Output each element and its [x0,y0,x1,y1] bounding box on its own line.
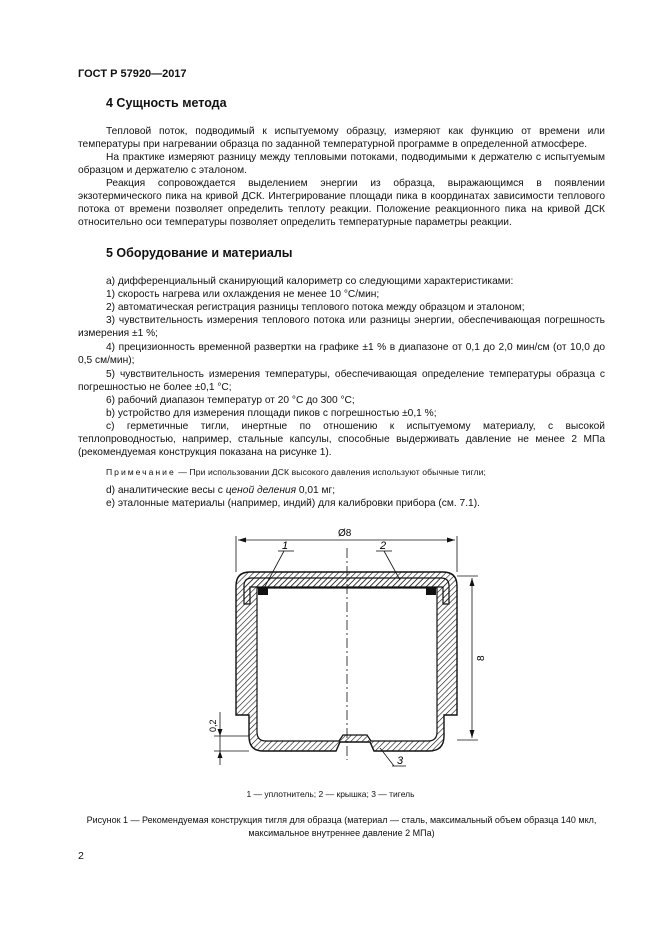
diameter-label: Ø8 [338,528,352,539]
list-item: b) устройство для измерения площади пиков с погрешностью ±0,1 %; [106,408,437,419]
height-label: 8 [476,655,487,661]
callout-2: 2 [380,540,387,552]
list-item: 6) рабочий диапазон температур от 20 °С до 300 °С; [106,395,355,406]
callout-3: 3 [397,755,404,767]
list-item: 2) автоматическая регистрация разницы теплового потока между образцом и эталоном; [106,302,525,313]
callout-1: 1 [282,540,289,552]
section-4-paragraph: На практике измеряют разницу между тепловыми потоками, подводимыми к держателю с испытуемым образцом и держателю с эталоном. [78,152,605,177]
list-item: 3) чувствительность измерения теплового потока или разницы энергии, обеспечивающая погрешность измерения ±1 %; [78,315,605,340]
list-item: 5) чувствительность измерения температуры, обеспечивающая определение температуры образца с погрешностью не более ±0,1 °С; [78,369,605,394]
figure-legend: 1 — уплотнитель; 2 — крышка; 3 — тигель [246,789,415,799]
diameter-dimension [236,536,457,572]
page-number: 2 [78,850,84,862]
section-4-title: 4 Сущность метода [106,96,227,110]
section-5-title: 5 Оборудование и материалы [106,246,293,260]
list-item: а) дифференциальный сканирующий калориметр со следующими характеристиками: [106,276,514,287]
list-item: e) эталонные материалы (например, индий) для калибровки прибора (см. 7.1). [106,498,480,509]
list-item: 1) скорость нагрева или охлаждения не менее 10 °С/мин; [106,289,380,300]
crucible-outline [236,548,457,760]
list-item: c) герметичные тигли, инертные по отношению к испытуемому материалу, с высокой теплопроводностью, например, стальные капсулы, способные выдерживать давление не менее 2 МПа (рекомендуемая конструкция показана на рисунке 1). [78,421,605,459]
list-item: 4) прецизионность временной развертки на графике ±1 % в диапазоне от 0,1 до 2,0 мин/см (от 10,0 до 0,5 см/мин); [78,342,605,367]
height-dimension [457,576,478,740]
thickness-label: 0,2 [208,719,218,732]
document-header: ГОСТ Р 57920—2017 [78,68,187,80]
list-item: d) аналитические весы с ценой деления 0,01 мг; [106,485,336,496]
thickness-dimension [214,712,249,765]
note: Примечание — При использовании ДСК высокого давления используют обычные тигли; [106,467,487,477]
section-4-paragraph: Реакция сопровождается выделением энергии из образца, выражающимся в появлении экзотермического пика на кривой ДСК. Интегрирование площади пика в координатах зависимости теплового потока от времени позволяет определить теплоту реакции. Положение реакционного пика на кривой ДСК относительно оси температуры позволяет определить температурные параметры реакции. [78,178,605,229]
figure-caption: Рисунок 1 — Рекомендуемая конструкция тигля для образца (материал — сталь, максимальный объем образца 140 мкл, максимальное внутреннее давление 2 МПа) [86,815,597,838]
section-4-paragraph: Тепловой поток, подводимый к испытуемому образцу, измеряют как функцию от времени или температуры при нагревании образца по заданной температурной программе в определенной атмосфере. [78,126,605,151]
